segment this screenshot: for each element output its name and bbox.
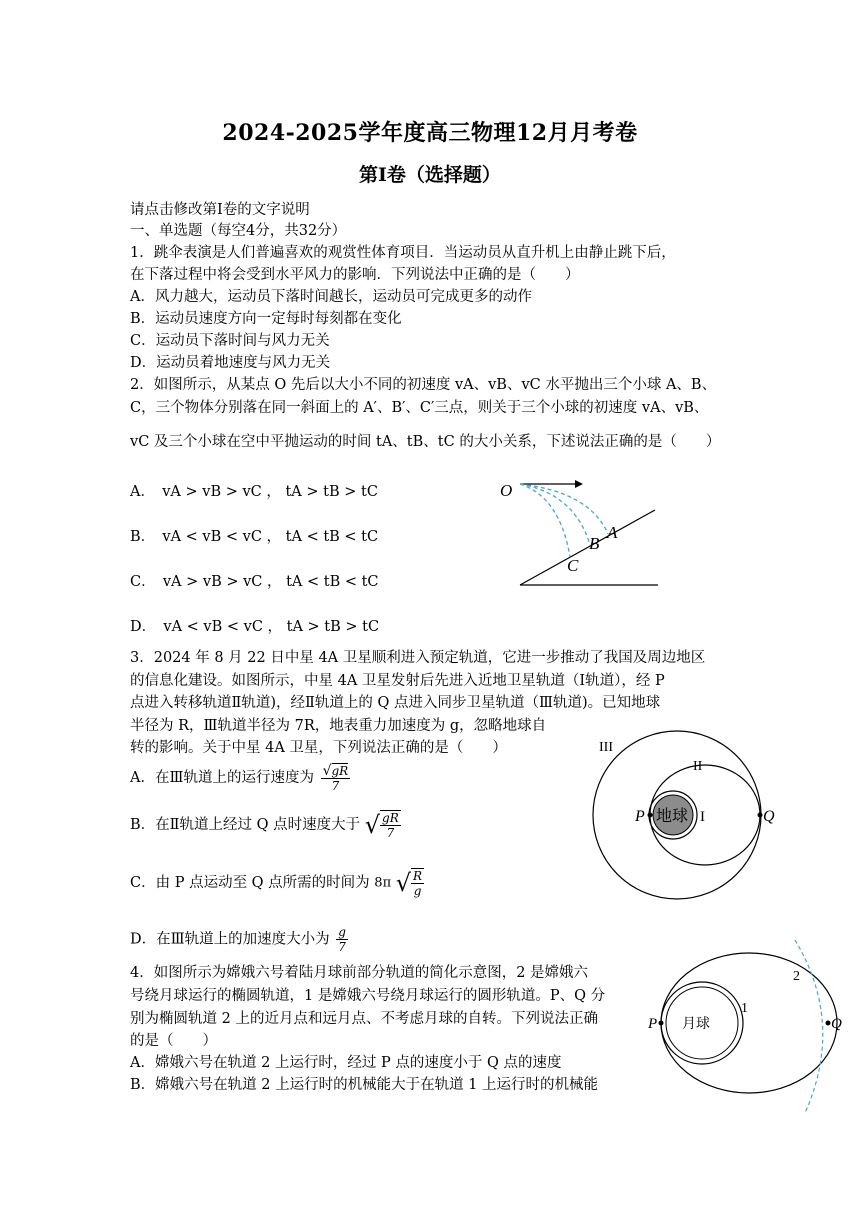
q4-stem-line4: 的是（ ） xyxy=(130,1033,217,1049)
arrow-head-icon xyxy=(575,480,583,488)
q2-option-a: A． vA > vB > vC ， tA > tB > tC xyxy=(130,484,378,500)
q2-stem-line1: 2．如图所示，从某点 O 先后以大小不同的初速度 vA、vB、vC 水平抛出三个小球 A、B、 xyxy=(130,377,717,393)
q2-stem-line3: vC 及三个小球在空中平抛运动的时间 tA、tB、tC 的大小关系，下述说法正确的是（ ） xyxy=(130,434,721,450)
q1-stem-line1: 1．跳伞表演是人们普遍喜欢的观赏性体育项目．当运动员从直升机上由静止跳下后， xyxy=(130,245,676,261)
label-o: O xyxy=(500,481,513,500)
q3-stem-line1: 3．2024 年 8 月 22 日中星 4A 卫星顺利进入预定轨道，它进一步推动了我国及周边地区 xyxy=(130,650,706,666)
label-orbit-2: 2 xyxy=(793,969,800,984)
label-orbit-i: I xyxy=(700,809,705,825)
instruction-note[interactable]: 请点击修改第Ⅰ卷的文字说明 xyxy=(130,202,310,218)
section-heading: 一、单选题（每空4分，共32分） xyxy=(130,223,347,239)
q1-option-d: D．运动员着地速度与风力无关 xyxy=(130,355,331,371)
q4-lunar-orbit-figure xyxy=(645,935,850,1115)
label-q: Q xyxy=(831,1016,842,1032)
q2-option-b: B． vA < vB < vC ， tA < tB < tC xyxy=(130,529,379,545)
formula-sqrt-r-over-g: √ $\frac{R}{g}$ xyxy=(395,869,423,898)
page-title: 2024-2025学年度高三物理12月月考卷 xyxy=(222,120,638,146)
label-b: B xyxy=(589,534,600,553)
label-moon: 月球 xyxy=(682,1017,710,1032)
point-p-dot xyxy=(659,1021,664,1026)
q1-option-c: C．运动员下落时间与风力无关 xyxy=(130,333,330,349)
label-earth: 地球 xyxy=(656,808,689,825)
q3-stem-line2: 的信息化建设。如图所示，中星 4A 卫星发射后先进入近地卫星轨道（Ⅰ轨道），经 P xyxy=(130,673,665,689)
q3-orbit-figure xyxy=(585,730,785,905)
trajectory-a xyxy=(520,484,608,534)
q3-option-b: B．在Ⅱ轨道上经过 Q 点时速度大于 √ $\frac{gR}{7}$ xyxy=(130,811,399,840)
label-a: A xyxy=(607,523,618,542)
q3-option-d: D．在Ⅲ轨道上的加速度大小为 $\frac{g}{7}$ xyxy=(130,925,346,954)
trajectory-b xyxy=(520,484,590,545)
q2-stem-line2: C，三个物体分别落在同一斜面上的 A′、B′、C′三点，则关于三个小球的初速度 vA、vB、 xyxy=(130,400,709,416)
trajectory-c xyxy=(520,484,570,557)
label-c: C xyxy=(567,556,579,575)
q1-stem-line2: 在下落过程中将会受到水平风力的影响．下列说法中正确的是（ ） xyxy=(130,267,580,283)
label-q: Q xyxy=(763,808,775,825)
q3-stem-line5: 转的影响。关于中星 4A 卫星，下列说法正确的是（ ） xyxy=(130,740,507,756)
formula-sqrt-gr7: √ $\frac{gR}{7}$ xyxy=(364,811,399,840)
q1-option-b: B．运动员速度方向一定每时每刻都在变化 xyxy=(130,311,402,327)
q1-option-a: A．风力越大，运动员下落时间越长，运动员可完成更多的动作 xyxy=(130,289,532,305)
incline-line xyxy=(520,510,655,585)
q3-option-c: C．由 P 点运动至 Q 点所需的时间为 8π √ $\frac{R}{g}$ xyxy=(130,869,423,898)
point-p-dot xyxy=(648,813,653,818)
q2-option-d: D． vA < vB < vC ， tA > tB > tC xyxy=(130,619,380,635)
q4-stem-line2: 号绕月球运行的椭圆轨道，1 是嫦娥六号绕月球运行的圆形轨道。P、Q 分 xyxy=(130,988,606,1004)
label-p: P xyxy=(635,808,645,825)
point-q-dot xyxy=(826,1021,831,1026)
q4-stem-line1: 4．如图所示为嫦娥六号着陆月球前部分轨道的简化示意图，2 是嫦娥六 xyxy=(130,965,589,981)
q2-option-c: C． vA > vB > vC ， tA < tB < tC xyxy=(130,574,379,590)
q4-option-b: B．嫦娥六号在轨道 2 上运行时的机械能大于在轨道 1 上运行时的机械能 xyxy=(130,1077,599,1093)
section-subtitle: 第Ⅰ卷（选择题） xyxy=(359,164,501,186)
q4-stem-line3: 别为椭圆轨道 2 上的近月点和远月点、不考虑月球的自转。下列说法正确 xyxy=(130,1011,598,1027)
point-q-dot xyxy=(758,813,763,818)
label-orbit-1: 1 xyxy=(741,1001,748,1016)
label-p: P xyxy=(648,1016,658,1032)
formula-sqrt-gr-over-7: √ gR 7 xyxy=(322,762,349,793)
q3-option-a: A．在Ⅲ轨道上的运行速度为 √ gR 7 xyxy=(130,762,349,793)
label-orbit-ii: II xyxy=(693,759,703,774)
label-orbit-iii: III xyxy=(599,740,613,755)
q4-option-a: A．嫦娥六号在轨道 2 上运行时，经过 P 点的速度小于 Q 点的速度 xyxy=(130,1055,562,1071)
q3-stem-line3: 点进入转移轨道Ⅱ轨道)，经Ⅱ轨道上的 Q 点进入同步卫星轨道（Ⅲ轨道)。已知地球 xyxy=(130,695,661,711)
q3-stem-line4: 半径为 R，Ⅲ轨道半径为 7R，地表重力加速度为 g，忽略地球自 xyxy=(130,718,547,734)
q2-projectile-figure xyxy=(490,472,670,597)
formula-g-over-7: $\frac{g}{7}$ xyxy=(338,925,346,954)
